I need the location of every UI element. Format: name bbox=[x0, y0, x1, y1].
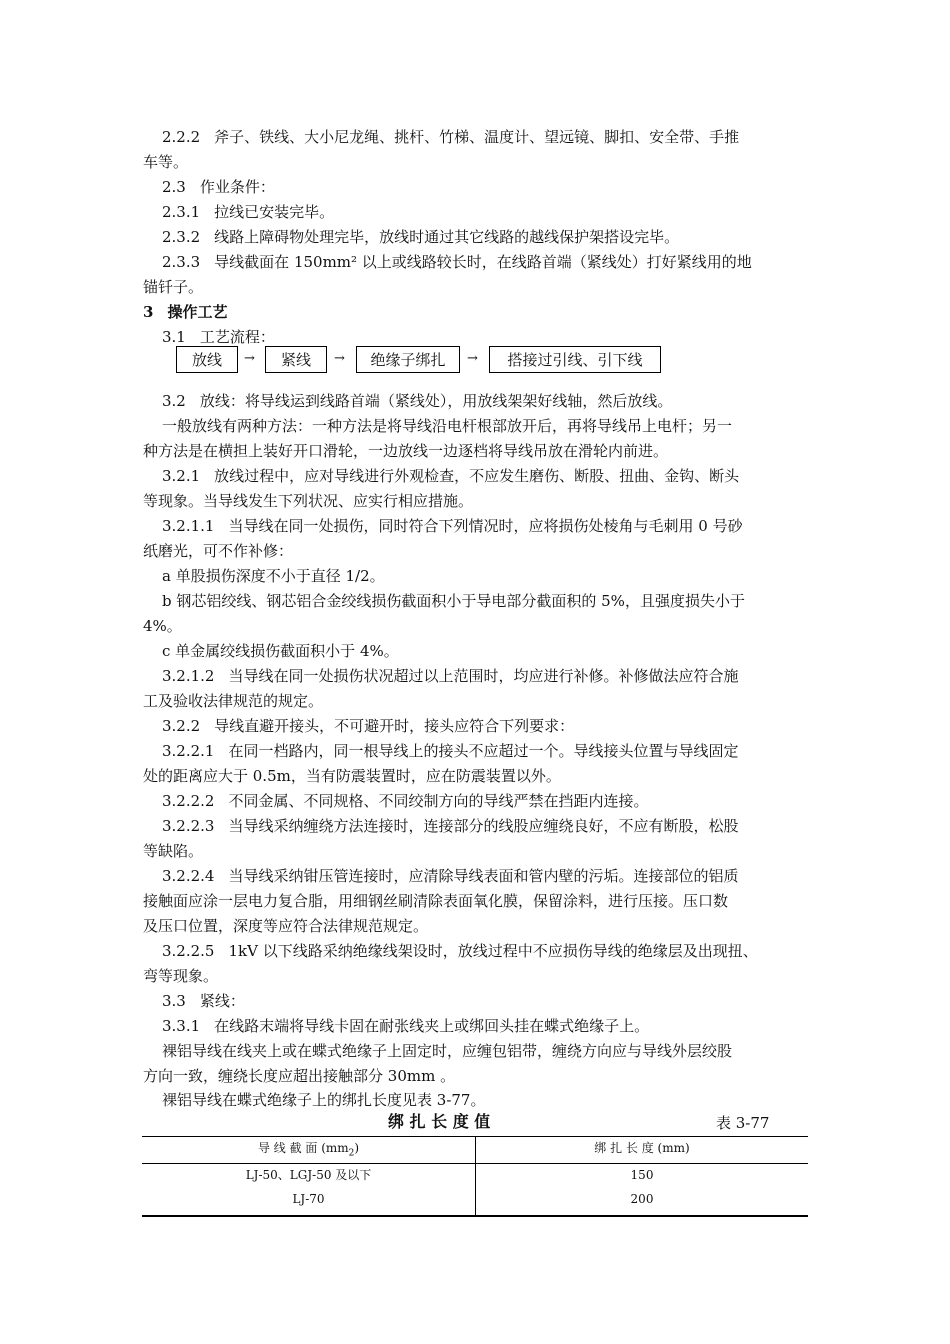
section-heading: 3.1 工艺流程： bbox=[162, 328, 275, 346]
paragraph-line: 3.2.2.5 1kV 以下线路采纳绝缘线架设时，放线过程中不应损伤导线的绝缘层及出现扭、 bbox=[162, 942, 758, 960]
paragraph-line: 锚钎子。 bbox=[143, 278, 204, 296]
paragraph-line: 2.2.2 斧子、铁线、大小尼龙绳、挑杆、竹梯、温度计、望远镜、脚扣、安全带、手推 bbox=[162, 128, 740, 146]
paragraph-line: 3.2.1.1 当导线在同一处损伤，同时符合下列情况时，应将损伤处棱角与毛刺用 0 号砂 bbox=[162, 517, 743, 535]
paragraph-line: 等缺陷。 bbox=[143, 842, 204, 860]
table-header-cell: 导 线 截 面 $(mm_2)$ bbox=[257, 1141, 360, 1159]
paragraph-line: 及压口位置，深度等应符合法律规范规定。 bbox=[143, 917, 429, 935]
paragraph-line: 2.3.3 导线截面在 150mm² 以上或线路较长时，在线路首端（紧线处）打好紧线用的地 bbox=[162, 253, 752, 271]
paragraph-line: 一般放线有两种方法：一种方法是将导线沿电杆根部放开后，再将导线吊上电杆；另一 bbox=[162, 417, 733, 435]
table-number: 表 3-77 bbox=[716, 1114, 770, 1132]
list-item: 4%。 bbox=[143, 617, 182, 635]
list-item: b 钢芯铝绞线、钢芯铝合金绞线损伤截面积小于导电部分截面积的 5%，且强度损失小于 bbox=[162, 592, 745, 610]
table-cell: LJ-50、LGJ-50 及以下 bbox=[245, 1168, 372, 1182]
paragraph-line: 车等。 bbox=[143, 153, 189, 171]
paragraph-line: 3.2.1 放线过程中，应对导线进行外观检查，不应发生磨伤、断股、扭曲、金钩、断头 bbox=[162, 467, 740, 485]
paragraph-line: 等现象。当导线发生下列状况、应实行相应措施。 bbox=[143, 492, 474, 510]
flow-step-box: 紧线 bbox=[265, 346, 327, 373]
paragraph-line: 3.2.2.1 在同一档路内，同一根导线上的接头不应超过一个。导线接头位置与导线固定 bbox=[162, 742, 739, 760]
table-cell: 200 bbox=[630, 1192, 654, 1206]
section-heading: 3.2 放线：将导线运到线路首端（紧线处），用放线架架好线轴，然后放线。 bbox=[162, 392, 673, 410]
paragraph-line: 2.3.2 线路上障碍物处理完毕，放线时通过其它线路的越线保护架搭设完毕。 bbox=[162, 228, 680, 246]
list-item: a 单股损伤深度不小于直径 1/2。 bbox=[162, 567, 385, 585]
list-item: c 单金属绞线损伤截面积小于 4%。 bbox=[162, 642, 399, 660]
paragraph-line: 种方法是在横担上装好开口滑轮，一边放线一边逐档将导线吊放在滑轮内前进。 bbox=[143, 442, 669, 460]
paragraph-line: 纸磨光，可不作补修： bbox=[143, 542, 294, 560]
section-heading: 2.3 作业条件： bbox=[162, 178, 275, 196]
flow-step-box: 绝缘子绑扎 bbox=[356, 346, 460, 373]
arrow-right-icon: → bbox=[244, 351, 255, 366]
paragraph-line: 接触面应涂一层电力复合脂，用细钢丝刷清除表面氧化膜，保留涂料，进行压接。压口数 bbox=[143, 892, 729, 910]
paragraph-line: 方向一致，缠绕长度应超出接触部分 30mm 。 bbox=[143, 1067, 456, 1085]
table-header-cell: 绑 扎 长 度 (mm) bbox=[594, 1141, 690, 1155]
arrow-right-icon: → bbox=[334, 351, 345, 366]
paragraph-line: 处的距离应大于 0.5m，当有防震装置时，应在防震装置以外。 bbox=[143, 767, 561, 785]
section-heading: 3.3 紧线： bbox=[162, 992, 245, 1010]
table-title: 绑 扎 长 度 值 bbox=[388, 1112, 491, 1131]
paragraph-line: 裸铝导线在蝶式绝缘子上的绑扎长度见表 3-77。 bbox=[162, 1091, 486, 1109]
paragraph-line: 2.3.1 拉线已安装完毕。 bbox=[162, 203, 335, 221]
paragraph-line: 3.3.1 在线路末端将导线卡固在耐张线夹上或绑回头挂在蝶式绝缘子上。 bbox=[162, 1017, 650, 1035]
paragraph-line: 3.2.1.2 当导线在同一处损伤状况超过以上范围时，均应进行补修。补修做法应符合施 bbox=[162, 667, 739, 685]
paragraph-line: 3.2.2.2 不同金属、不同规格、不同绞制方向的导线严禁在挡距内连接。 bbox=[162, 792, 649, 810]
paragraph-line: 3.2.2.4 当导线采纳钳压管连接时，应清除导线表面和管内壁的污垢。连接部位的铝质 bbox=[162, 867, 739, 885]
table-cell: 150 bbox=[630, 1168, 654, 1182]
paragraph-line: 3.2.2 导线直避开接头，不可避开时，接头应符合下列要求： bbox=[162, 717, 575, 735]
chapter-heading: 3 操作工艺 bbox=[143, 303, 228, 321]
arrow-right-icon: → bbox=[467, 351, 478, 366]
table-cell: LJ-70 bbox=[292, 1192, 325, 1206]
flow-step-box: 放线 bbox=[176, 346, 238, 373]
paragraph-line: 3.2.2.3 当导线采纳缠绕方法连接时，连接部分的线股应缠绕良好，不应有断股，松股 bbox=[162, 817, 739, 835]
paragraph-line: 弯等现象。 bbox=[143, 967, 219, 985]
flow-step-box: 搭接过引线、引下线 bbox=[489, 346, 661, 373]
paragraph-line: 裸铝导线在线夹上或在蝶式绝缘子上固定时，应缠包铝带，缠绕方向应与导线外层绞股 bbox=[162, 1042, 733, 1060]
paragraph-line: 工及验收法律规范的规定。 bbox=[143, 692, 324, 710]
